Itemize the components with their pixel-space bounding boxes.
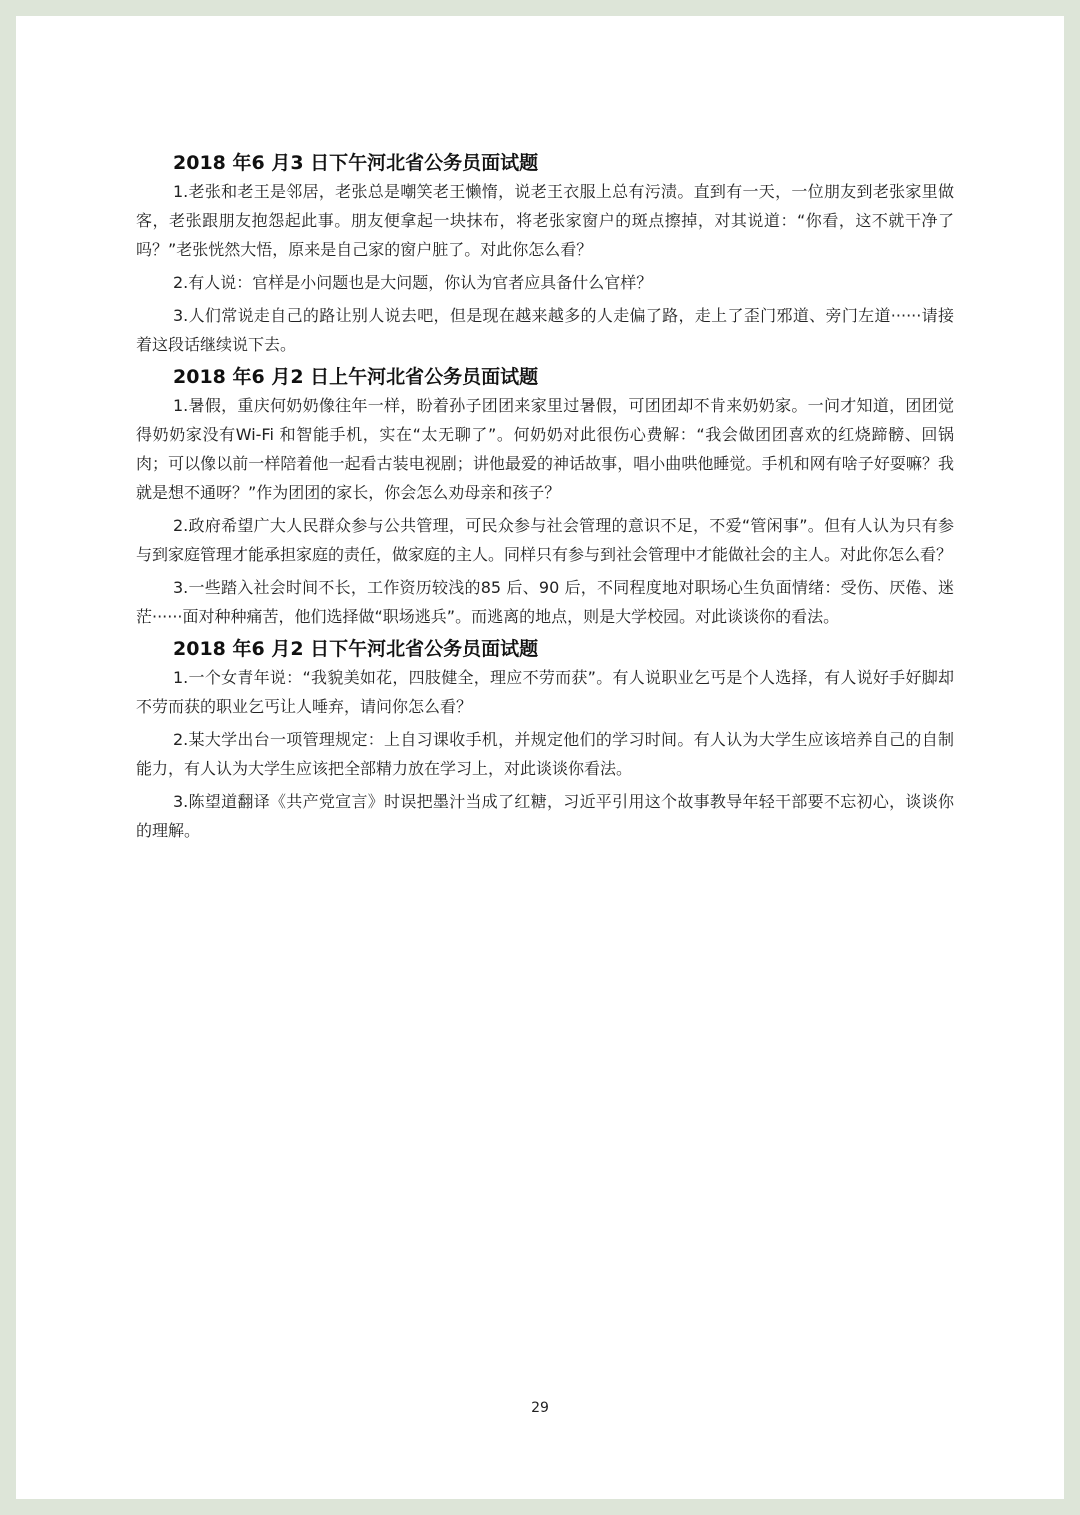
section-june2-afternoon bbox=[136, 635, 954, 845]
document-page bbox=[16, 16, 1064, 1499]
section-june2-morning bbox=[136, 363, 954, 631]
section-title: 2018 年6 月2 日下午河北省公务员面试题 bbox=[173, 638, 539, 660]
question-paragraph: 2.有人说：官样是小问题也是大问题，你认为官者应具备什么官样？ bbox=[173, 273, 653, 292]
question-paragraph: 3.人们常说走自己的路让别人说去吧，但是现在越来越多的人走偏了路，走上了歪门邪道、旁门左道······请接着这段话继续说下去。 bbox=[136, 306, 954, 354]
question-paragraph: 3.陈望道翻译《共产党宣言》时误把墨汁当成了红糖，习近平引用这个故事教导年轻干部要不忘初心，谈谈你的理解。 bbox=[136, 792, 954, 840]
question-paragraph: 2.政府希望广大人民群众参与公共管理，可民众参与社会管理的意识不足，不爱“管闲事”。但有人认为只有参与到家庭管理才能承担家庭的责任，做家庭的主人。同样只有参与到社会管理中才能做社会的主人。对此你怎么看？ bbox=[136, 516, 954, 564]
section-june3-afternoon bbox=[136, 149, 954, 359]
document-content bbox=[136, 149, 954, 849]
question-paragraph: 1.一个女青年说：“我貌美如花，四肢健全，理应不劳而获”。有人说职业乞丐是个人选择，有人说好手好脚却不劳而获的职业乞丐让人唾弃，请问你怎么看？ bbox=[136, 668, 954, 716]
question-paragraph: 3.一些踏入社会时间不长，工作资历较浅的85 后、90 后，不同程度地对职场心生负面情绪：受伤、厌倦、迷茫······面对种种痛苦，他们选择做“职场逃兵”。而逃离的地点，则是大学校园。对此谈谈你的看法。 bbox=[136, 578, 954, 626]
section-title: 2018 年6 月2 日上午河北省公务员面试题 bbox=[173, 366, 539, 388]
section-title: 2018 年6 月3 日下午河北省公务员面试题 bbox=[173, 152, 539, 174]
question-paragraph: 1.暑假，重庆何奶奶像往年一样，盼着孙子团团来家里过暑假，可团团却不肯来奶奶家。一问才知道，团团觉得奶奶家没有Wi-Fi 和智能手机，实在“太无聊了”。何奶奶对此很伤心费解：“我会做团团喜欢的红烧蹄髈、回锅肉；可以像以前一样陪着他一起看古装电视剧；讲他最爱的神话故事，唱小曲哄他睡觉。手机和网有啥子好耍嘛？我就是想不通呀？”作为团团的家长，你会怎么劝母亲和孩子？ bbox=[136, 396, 954, 502]
question-paragraph: 1.老张和老王是邻居，老张总是嘲笑老王懒惰，说老王衣服上总有污渍。直到有一天，一位朋友到老张家里做客，老张跟朋友抱怨起此事。朋友便拿起一块抹布，将老张家窗户的斑点擦掉，对其说道：“你看，这不就干净了吗？”老张恍然大悟，原来是自己家的窗户脏了。对此你怎么看？ bbox=[136, 182, 954, 259]
page-number: 29 bbox=[531, 1400, 549, 1416]
question-paragraph: 2.某大学出台一项管理规定：上自习课收手机，并规定他们的学习时间。有人认为大学生应该培养自己的自制能力，有人认为大学生应该把全部精力放在学习上，对此谈谈你看法。 bbox=[136, 730, 954, 778]
